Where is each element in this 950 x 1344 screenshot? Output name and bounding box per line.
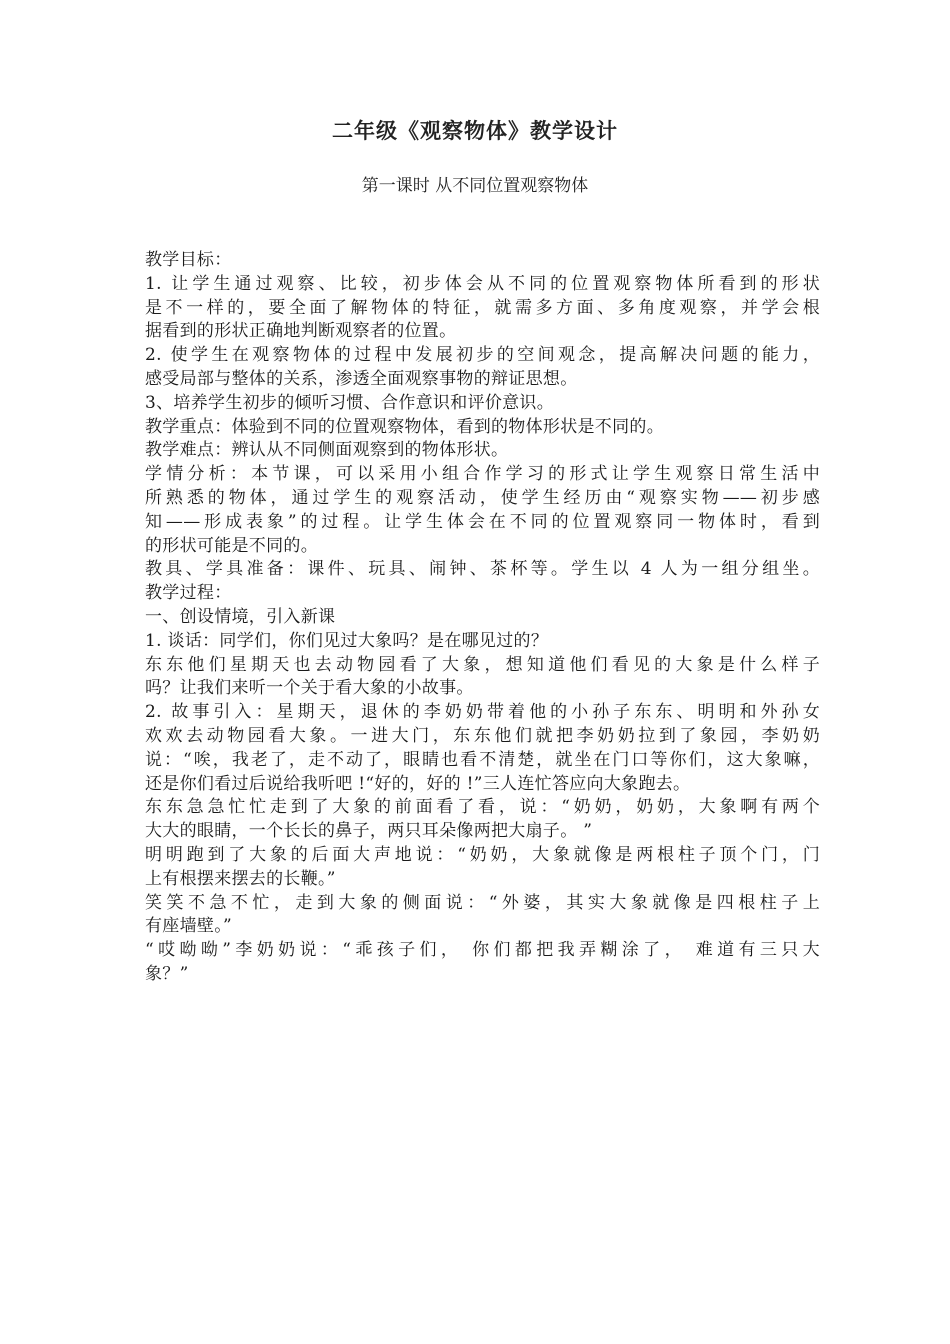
body-line: 教具、学具准备：课件、玩具、闹钟、茶杯等。学生以 4 人为一组分组坐。 xyxy=(145,559,820,580)
body-line: 欢欢去动物园看大象。一进大门，东东他们就把李奶奶拉到了象园，李奶奶 xyxy=(145,725,820,746)
body-line: 感受局部与整体的关系，渗透全面观察事物的辩证思想。 xyxy=(145,368,578,389)
body-line: 吗？让我们来听一个关于看大象的小故事。 xyxy=(145,678,474,699)
body-line: 知——形成表象”的过程。让学生体会在不同的位置观察同一物体时，看到 xyxy=(145,511,820,532)
body-line: 1. 谈话：同学们，你们见过大象吗？是在哪见过的？ xyxy=(145,630,549,651)
body-line: 明明跑到了大象的后面大声地说：“奶奶，大象就像是两根柱子顶个门，门 xyxy=(145,844,820,865)
document-subtitle: 第一课时 从不同位置观察物体 xyxy=(361,176,589,196)
body-line: 大大的眼睛，一个长长的鼻子，两只耳朵像两把大扇子。 ” xyxy=(145,821,593,842)
document-body xyxy=(145,249,820,987)
body-line: 的形状可能是不同的。 xyxy=(145,535,318,556)
body-line: 东东他们星期天也去动物园看了大象，想知道他们看见的大象是什么样子 xyxy=(145,654,820,675)
body-line: 象？” xyxy=(145,963,189,984)
body-line: 教学目标： xyxy=(145,250,232,270)
body-line: 还是你们看过后说给我听吧 !“好的，好的 !”三人连忙答应向大象跑去。 xyxy=(145,773,691,794)
body-line: 上有根摆来摆去的长鞭。” xyxy=(145,868,336,889)
body-line: “哎呦呦”李奶奶说：“乖孩子们， 你们都把我弄糊涂了， 难道有三只大 xyxy=(145,940,820,961)
body-line: 3、培养学生初步的倾听习惯、合作意识和评价意识。 xyxy=(145,392,555,413)
body-line: 2. 故事引入：星期天，退休的李奶奶带着他的小孙子东东、明明和外孙女 xyxy=(145,702,820,723)
body-line: 一、创设情境，引入新课 xyxy=(145,606,336,627)
body-line: 学情分析：本节课，可以采用小组合作学习的形式让学生观察日常生活中 xyxy=(145,464,820,485)
body-line: 教学重点：体验到不同的位置观察物体，看到的物体形状是不同的。 xyxy=(145,416,664,437)
body-line: 笑笑不急不忙，走到大象的侧面说：“外婆，其实大象就像是四根柱子上 xyxy=(145,892,820,913)
document-title: 二年级《观察物体》教学设计 xyxy=(332,118,618,143)
body-line: 有座墙壁。” xyxy=(145,916,232,937)
body-line: 是不一样的，要全面了解物体的特征，就需多方面、多角度观察，并学会根 xyxy=(145,297,820,318)
body-line: 1. 让学生通过观察、比较，初步体会从不同的位置观察物体所看到的形状 xyxy=(145,273,820,294)
body-line: 说：“唉，我老了，走不动了，眼睛也看不清楚，就坐在门口等你们，这大象嘛， xyxy=(145,749,820,770)
body-line: 教学过程： xyxy=(145,583,232,604)
body-line: 教学难点：辨认从不同侧面观察到的物体形状。 xyxy=(145,440,509,461)
body-line: 2. 使学生在观察物体的过程中发展初步的空间观念，提高解决问题的能力， xyxy=(145,345,820,366)
body-line: 据看到的形状正确地判断观察者的位置。 xyxy=(145,321,457,342)
body-line: 东东急急忙忙走到了大象的前面看了看，说：“奶奶，奶奶，大象啊有两个 xyxy=(145,797,820,818)
body-line: 所熟悉的物体，通过学生的观察活动，使学生经历由“观察实物——初步感 xyxy=(145,487,820,508)
